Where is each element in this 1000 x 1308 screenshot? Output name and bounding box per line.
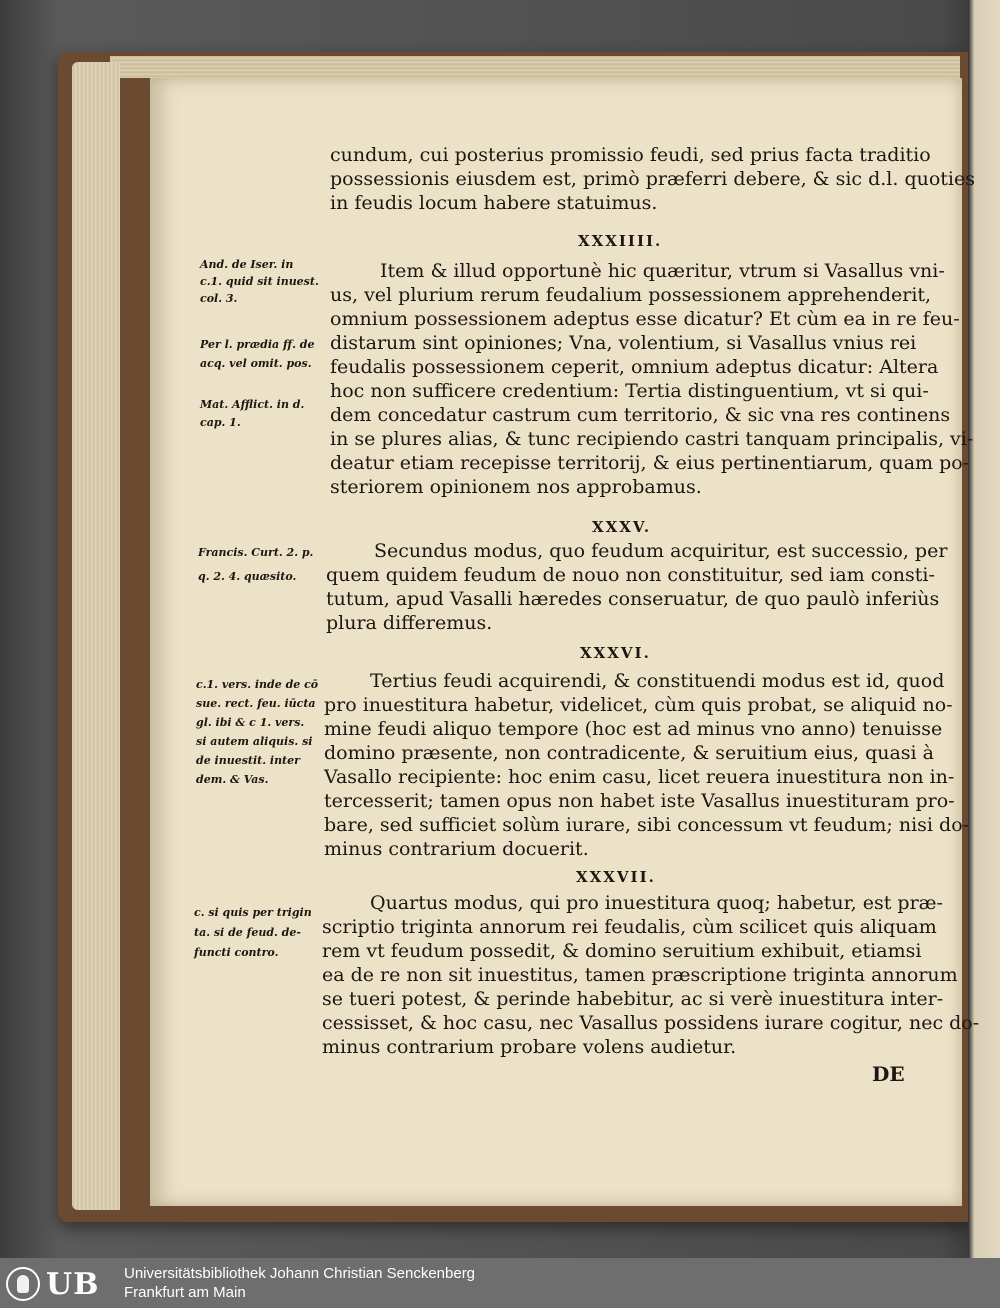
margin-note: si autem aliquis. si bbox=[196, 735, 313, 748]
section-heading: XXXVI. bbox=[580, 644, 651, 662]
text-line: rem vt feudum possedit, & domino seruitium exhibuit, etiamsi bbox=[322, 940, 922, 962]
margin-note: col. 3. bbox=[200, 292, 238, 305]
text-line: tercesserit; tamen opus non habet iste Vasallus inuestituram pro- bbox=[324, 790, 955, 812]
text-line: minus contrarium probare volens audietur. bbox=[322, 1036, 737, 1058]
margin-note: de inuestit. inter bbox=[196, 754, 300, 767]
text-line: steriorem opinionem nos approbamus. bbox=[330, 476, 702, 498]
text-line: ea de re non sit inuestitus, tamen præscriptione triginta annorum bbox=[322, 964, 958, 986]
margin-note: sue. rect. feu. iūcta bbox=[196, 697, 316, 710]
margin-note: acq. vel omit. pos. bbox=[200, 357, 312, 370]
text-line: Item & illud opportunè hic quæritur, vtrum si Vasallus vni- bbox=[380, 260, 945, 282]
book-page bbox=[150, 78, 980, 1206]
text-line: cundum, cui posterius promissio feudi, sed prius facta traditio bbox=[330, 144, 931, 166]
text-line: hoc non sufficere credentium: Tertia distinguentium, vt si qui- bbox=[330, 380, 929, 402]
text-line: minus contrarium docuerit. bbox=[324, 838, 589, 860]
footer-bar bbox=[0, 1258, 1000, 1308]
margin-note: Francis. Curt. 2. p. bbox=[198, 546, 314, 559]
margin-note: c.1. vers. inde de cō bbox=[196, 678, 319, 691]
text-line: scriptio triginta annorum rei feudalis, cùm scilicet quis aliquam bbox=[322, 916, 937, 938]
text-line: cessisset, & hoc casu, nec Vasallus possidens iurare cogitur, nec do- bbox=[322, 1012, 980, 1034]
text-line: us, vel plurium rerum feudalium possessionem apprehenderit, bbox=[330, 284, 932, 306]
page-edges-top bbox=[110, 56, 960, 78]
margin-note: q. 2. 4. quæsito. bbox=[198, 570, 297, 583]
margin-note: c.1. quid sit inuest. bbox=[200, 275, 319, 288]
text-line: tutum, apud Vasalli hæredes conseruatur, de quo paulò inferiùs bbox=[326, 588, 940, 610]
text-line: bare, sed sufficiet solùm iurare, sibi concessum vt feudum; nisi do- bbox=[324, 814, 970, 836]
text-line: plura differemus. bbox=[326, 612, 493, 634]
margin-note: ta. si de feud. de- bbox=[194, 926, 301, 939]
text-line: Tertius feudi acquirendi, & constituendi modus est id, quod bbox=[370, 670, 945, 692]
text-line: Vasallo recipiente: hoc enim casu, licet reuera inuestitura non in- bbox=[324, 766, 955, 788]
text-line: in se plures alias, & tunc recipiendo castri tanquam principalis, vi- bbox=[330, 428, 974, 450]
margin-note: gl. ibi & c 1. vers. bbox=[196, 716, 305, 729]
text-line: se tueri potest, & perinde habebitur, ac si verè inuestitura inter- bbox=[322, 988, 944, 1010]
page-edges-left bbox=[72, 62, 120, 1210]
margin-note: And. de Iser. in bbox=[200, 258, 294, 271]
library-logo[interactable] bbox=[6, 1264, 114, 1304]
text-line: in feudis locum habere statuimus. bbox=[330, 192, 658, 214]
text-line: deatur etiam recepisse territorij, & eius pertinentiarum, quam po- bbox=[330, 452, 970, 474]
library-name: Universitätsbibliothek Johann Christian Senckenberg bbox=[124, 1265, 476, 1282]
text-line: feudalis possessionem ceperit, omnium adeptus dicatur: Altera bbox=[330, 356, 939, 378]
text-line: mine feudi aliquo tempore (hoc est ad minus vno anno) tenuisse bbox=[324, 718, 943, 740]
text-line: Secundus modus, quo feudum acquiritur, est successio, per bbox=[374, 540, 948, 562]
margin-note: Mat. Afflict. in d. bbox=[200, 398, 305, 411]
text-line: quem quidem feudum de nouo non constituitur, sed iam consti- bbox=[326, 564, 935, 586]
text-line: pro inuestitura habetur, videlicet, cùm quis probat, se aliquid no- bbox=[324, 694, 953, 716]
margin-note: Per l. prædia ff. de bbox=[200, 338, 315, 351]
catchword: DE bbox=[872, 1062, 905, 1086]
text-line: omnium possessionem adeptus esse dicatur? Et cùm ea in re feu- bbox=[330, 308, 960, 330]
margin-note: c. si quis per trigin bbox=[194, 906, 312, 919]
text-line: possessionis eiusdem est, primò præferri debere, & sic d.l. quoties bbox=[330, 168, 976, 190]
text-line: Quartus modus, qui pro inuestitura quoq; habetur, est præ- bbox=[370, 892, 943, 914]
text-line: distarum sint opiniones; Vna, volentium, si Vasallus vnius rei bbox=[330, 332, 917, 354]
margin-note: functi contro. bbox=[194, 946, 279, 959]
section-heading: XXXV. bbox=[592, 518, 652, 536]
margin-note: dem. & Vas. bbox=[196, 773, 269, 786]
logo-text: UB bbox=[46, 1266, 100, 1302]
text-line: domino præsente, non contradicente, & seruitium eius, quasi à bbox=[324, 742, 934, 764]
seal-icon bbox=[6, 1267, 40, 1301]
section-heading: XXXIIII. bbox=[578, 232, 663, 250]
library-city: Frankfurt am Main bbox=[124, 1284, 246, 1301]
text-line: dem concedatur castrum cum territorio, & sic vna res continens bbox=[330, 404, 951, 426]
margin-note: cap. 1. bbox=[200, 416, 241, 429]
section-heading: XXXVII. bbox=[576, 868, 656, 886]
